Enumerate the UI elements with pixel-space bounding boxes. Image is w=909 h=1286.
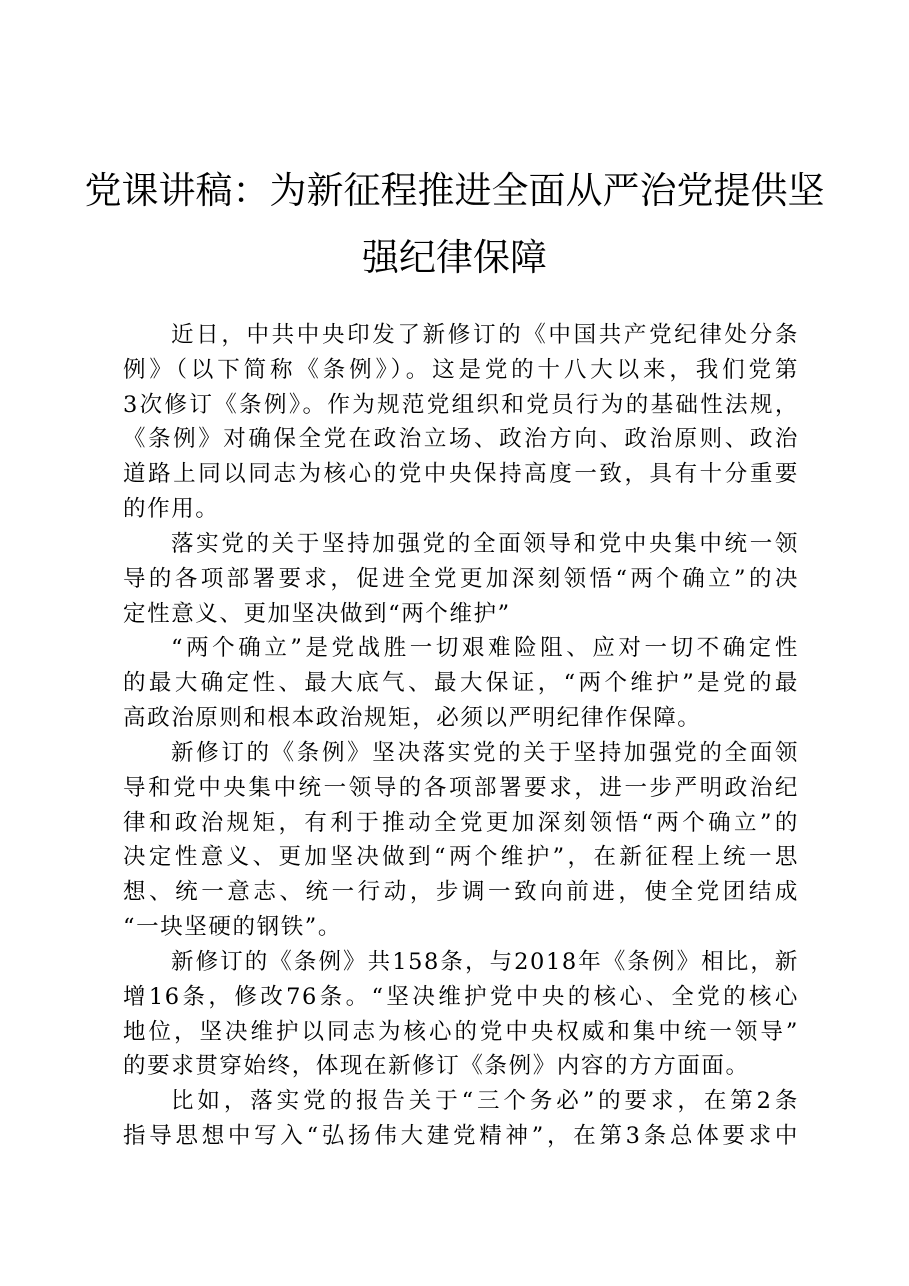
paragraph-line: 比如，落实党的报告关于“三个务必”的要求，在第2条 [171,1088,799,1114]
paragraph-1 [123,318,799,527]
paragraph-line: 律和政治规矩，有利于推动全党更加深刻领悟“两个确立”的 [123,809,799,836]
paragraph-line: 高政治原则和根本政治规矩，必须以严明纪律作保障。 [123,704,702,731]
paragraph-line: 近日，中共中央印发了新修订的《中国共产党纪律处分条 [171,322,799,348]
paragraph-line: 道路上同以同志为核心的党中央保持高度一致，具有十分重要 [123,461,799,488]
paragraph-line: 3次修订《条例》。作为规范党组织和党员行为的基础性法规， [123,391,799,418]
paragraph-line: 想、统一意志、统一行动，步调一致向前进，使全党团结成 [123,879,799,906]
paragraph-2 [123,527,799,631]
paragraph-line: 的最大确定性、最大底气、最大保证，“两个维护”是党的最 [123,669,799,696]
document-title-line-1: 党课讲稿：为新征程推进全面从严治党提供坚 [84,169,825,212]
paragraph-line: 新修订的《条例》共158条，与2018年《条例》相比，新 [171,949,799,975]
paragraph-line: 导的各项部署要求，促进全党更加深刻领悟“两个确立”的决 [123,565,799,592]
paragraph-3 [123,631,799,735]
paragraph-line: 定性意义、更加坚决做到“两个维护” [123,600,511,627]
paragraph-line: “两个确立”是党战胜一切艰难险阻、应对一切不确定性 [171,635,799,661]
paragraph-line: 的要求贯穿始终，体现在新修订《条例》内容的方方面面。 [123,1053,750,1080]
paragraph-line: 的作用。 [123,495,220,522]
paragraph-line: 例》（以下简称《条例》）。这是党的十八大以来，我们党第 [123,356,799,383]
paragraph-line: 落实党的关于坚持加强党的全面领导和党中央集中统一领 [171,531,799,557]
paragraph-line: 决定性意义、更加坚决做到“两个维护”，在新征程上统一思 [123,844,799,871]
paragraph-line: 导和党中央集中统一领导的各项部署要求，进一步严明政治纪 [123,774,799,801]
paragraph-line: 增16条，修改76条。“坚决维护党中央的核心、全党的核心 [123,983,799,1010]
paragraph-line: 地位，坚决维护以同志为核心的党中央权威和集中统一领导” [123,1018,799,1045]
paragraph-6 [123,1084,799,1154]
paragraph-line: 新修订的《条例》坚决落实党的关于坚持加强党的全面领 [171,740,799,766]
document-title-line-2: 强纪律保障 [362,236,547,279]
paragraph-line: 指导思想中写入“弘扬伟大建党精神”，在第3条总体要求中 [123,1122,799,1149]
paragraph-4 [123,736,799,945]
paragraph-line: 《条例》对确保全党在政治立场、政治方向、政治原则、政治 [123,426,799,453]
paragraph-5 [123,945,799,1084]
paragraph-line: “一块坚硬的钢铁”。 [123,913,343,940]
